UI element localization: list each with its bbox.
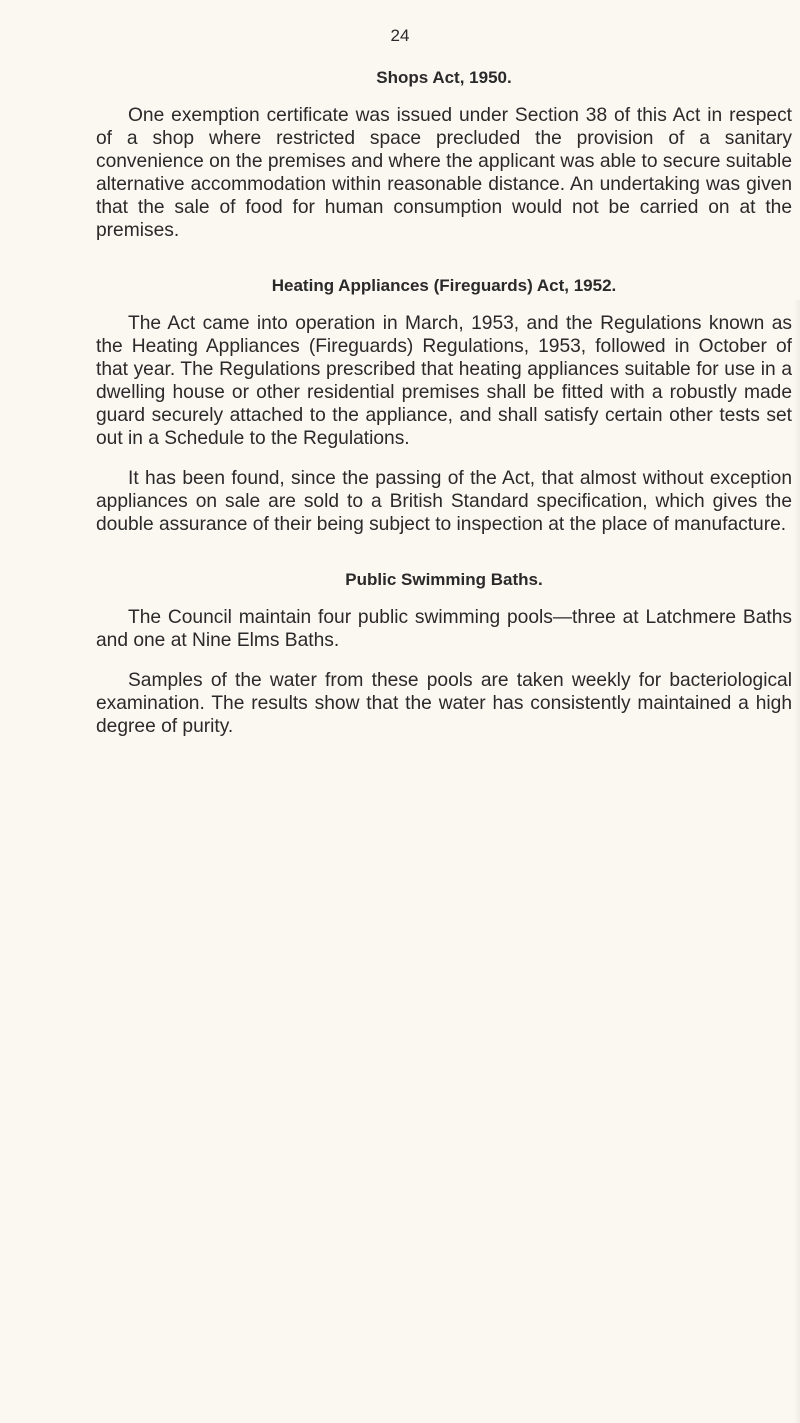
paragraph: The Act came into operation in March, 1953, and the Regulations known as the Heating Appliances (Fireguards) Regulations, 1953, followed in October of that year. The Regulations prescribed that heating appliances suitable for use in a dwelling house or other residential premises shall be fitted with a robustly made guard securely attached to the appliance, and shall satisfy certain other tests set out in a Schedule to the Regulations. bbox=[96, 313, 792, 449]
page-number: 24 bbox=[390, 26, 410, 45]
section-public-swimming-baths bbox=[96, 570, 792, 738]
section-shops-act bbox=[96, 68, 792, 242]
paragraph: One exemption certificate was issued under Section 38 of this Act in respect of a shop where restricted space precluded the provision of a sanitary convenience on the premises and where the applicant was able to secure suitable alternative accommodation within reasonable distance. An undertaking was given that the sale of food for human consumption would not be carried on at the premises. bbox=[96, 105, 792, 241]
paragraph: The Council maintain four public swimming pools—three at Latchmere Baths and one at Nine Elms Baths. bbox=[96, 607, 792, 651]
page-edge-shadow bbox=[794, 300, 800, 1423]
paragraph: It has been found, since the passing of the Act, that almost without exception appliances on sale are sold to a British Standard specification, which gives the double assurance of their being subject to inspection at the place of manufacture. bbox=[96, 468, 792, 535]
section-heading: Public Swimming Baths. bbox=[345, 570, 543, 589]
paragraph: Samples of the water from these pools are taken weekly for bacteriological examination. The results show that the water has consistently maintained a high degree of purity. bbox=[96, 670, 792, 737]
section-heating-appliances-act bbox=[96, 276, 792, 536]
section-heading: Heating Appliances (Fireguards) Act, 1952. bbox=[271, 276, 617, 295]
section-heading: Shops Act, 1950. bbox=[376, 68, 512, 87]
page-content bbox=[96, 68, 792, 738]
